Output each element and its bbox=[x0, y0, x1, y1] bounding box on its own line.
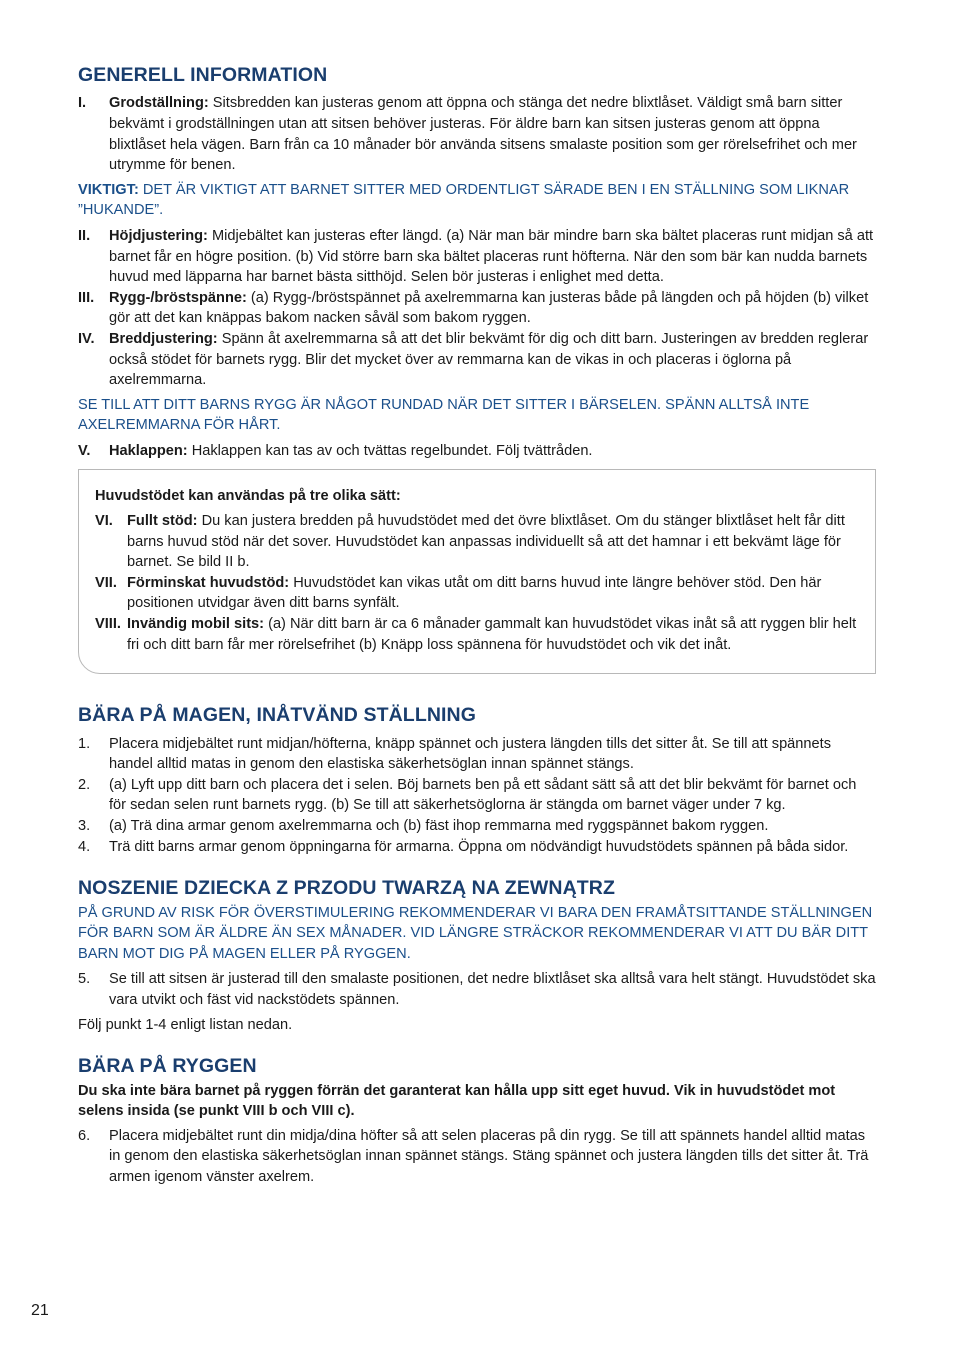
list-item-haklappen bbox=[78, 441, 876, 462]
item-label: Haklappen: bbox=[109, 442, 188, 459]
item-text: Spänn åt axelremmarna så att det blir bekvämt för dig och ditt barn. Justeringen av bredden reglerar också stödet för barnets rygg. Blir det mycket över av remmarna kan de vikas in och placeras i öglorna på axelremmarna. bbox=[109, 330, 869, 389]
warning-label: VIKTIGT: bbox=[78, 181, 139, 198]
item-text: Huvudstödet kan vikas utåt om ditt barns huvud inte längre behöver stöd. Den här positionen utvidgar även ditt barns synfält. bbox=[127, 574, 822, 612]
item-number: 1. bbox=[78, 735, 91, 752]
item-number: VIII. bbox=[95, 616, 121, 633]
item-text: Haklappen kan tas av och tvättas regelbundet. Följ tvättråden. bbox=[187, 442, 593, 459]
headrest-info-box bbox=[78, 469, 876, 674]
item-number: 3. bbox=[78, 818, 91, 834]
section-title-generell-information: GENERELL INFORMATION bbox=[78, 64, 328, 86]
item-number: 5. bbox=[78, 971, 91, 988]
box-title: Huvudstödet kan användas på tre olika sätt: bbox=[95, 488, 401, 505]
warning-rygg: SE TILL ATT DITT BARNS RYGG ÄR NÅGOT RUNDAD NÄR DET SITTER I BÄRSELEN. SPÄNN ALLTSÅ INTE AXELREMMARNA FÖR HÅRT. bbox=[78, 396, 810, 434]
item-label: Fullt stöd: bbox=[127, 513, 198, 530]
item-text: Se till att sitsen är justerad till den smalaste positionen, det nedre blixtlåset ska alltså vara helt stängt. Huvudstödet ska vara utvikt och fäst vid nackstödets spännen. bbox=[109, 971, 876, 1008]
list-item-grodstallning bbox=[78, 93, 876, 175]
page-content bbox=[78, 64, 876, 1188]
item-label: Grodställning: bbox=[109, 95, 209, 112]
list-item bbox=[78, 969, 876, 1010]
section-title-bara-pa-magen: BÄRA PÅ MAGEN, INÅTVÄND STÄLLNING bbox=[78, 704, 476, 727]
list-item-breddjustering bbox=[78, 329, 876, 391]
list-item bbox=[78, 775, 876, 816]
list-item-rygg-brostspanne bbox=[78, 288, 876, 329]
warning-viktigt bbox=[78, 180, 876, 221]
item-text: (a) Lyft upp ditt barn och placera det i selen. Böj barnets ben på ett sådant sätt så att det blir bekvämt för barnet och för sedan selen runt barnets rygg. (b) Se till att säkerhetsöglorna är stängda om barnet väger under 7 kg. bbox=[109, 776, 857, 814]
list-item-fullt-stod bbox=[95, 511, 860, 573]
item-text: Trä ditt barns armar genom öppningarna för armarna. Öppna om nödvändigt huvudstödets spännen på båda sidor. bbox=[109, 838, 849, 855]
item-number: II. bbox=[78, 227, 91, 244]
item-text: Placera midjebältet runt midjan/höfterna, knäpp spännet och justera längden tills det sitter åt. Se till att spännets handel alltid matas in genom den elastiska säkerhetsöglan innan spännet stängs. bbox=[109, 735, 831, 773]
warning-text: DET ÄR VIKTIGT ATT BARNET SITTER MED ORDENTLIGT SÄRADE BEN I EN STÄLLNING SOM LIKNAR ”HUKANDE”. bbox=[78, 181, 850, 219]
item-number: VI. bbox=[95, 513, 113, 530]
section-title-bara-pa-ryggen: BÄRA PÅ RYGGEN bbox=[78, 1055, 257, 1078]
note-text: Följ punkt 1-4 enligt listan nedan. bbox=[78, 1016, 293, 1033]
item-number: I. bbox=[78, 95, 87, 112]
item-number: 2. bbox=[78, 776, 91, 793]
list-item bbox=[78, 837, 876, 858]
list-item bbox=[78, 816, 876, 837]
list-item bbox=[78, 734, 876, 775]
item-text: (a) Trä dina armar genom axelremmarna och (b) fäst ihop remmarna med ryggspännet bakom ryggen. bbox=[109, 818, 769, 834]
list-item-invandig-mobil-sits bbox=[95, 614, 860, 655]
item-text: Du kan justera bredden på huvudstödet med det övre blixtlåset. Om du stänger blixtlåset helt får ditt barns huvud stöd när det sover. Huvudstödet kan anpassas individuellt så att det hamnar i ett bekvämt läge för barnet. Se bild II b. bbox=[127, 513, 845, 571]
item-label: Förminskat huvudstöd: bbox=[127, 574, 290, 591]
item-text: Midjebältet kan justeras efter längd. (a) När man bär mindre barn ska bältet placeras runt midjan så att barnet får en högre position. (b) Vid större barn ska bältet placeras runt höfterna. När den som bär kan nudda barnets huvud med läpparna har barnet bästa sitthöjd. Selen bör justeras i enlighet med detta. bbox=[109, 227, 874, 286]
item-label: Rygg-/bröstspänne: bbox=[109, 289, 247, 306]
item-number: 4. bbox=[78, 838, 91, 855]
item-text: Sitsbredden kan justeras genom att öppna och stänga det nedre blixtlåset. Väldigt små barn sitter bekvämt i grodställningen utan att sitsen behöver justeras. För äldre barn kan sitsen justeras genom att öppna blixtlåset hela vägen. Barn från ca 10 månader bör använda sitsens smalaste position som ger rörelsefrihet och mer utrymme för benen. bbox=[109, 95, 857, 174]
item-label: Höjdjustering: bbox=[109, 227, 208, 244]
item-number: VII. bbox=[95, 574, 117, 591]
item-number: IV. bbox=[78, 330, 95, 347]
item-label: Invändig mobil sits: bbox=[127, 616, 265, 633]
section-title-noszenie: NOSZENIE DZIECKA Z PRZODU TWARZĄ NA ZEWNĄTRZ bbox=[78, 877, 616, 900]
warning-overstimulering: PÅ GRUND AV RISK FÖR ÖVERSTIMULERING REKOMMENDERAR VI BARA DEN FRAMÅTSITTANDE STÄLLNINGEN FÖR BARN SOM ÄR ÄLDRE ÄN SEX MÅNADER. VID LÄNGRE STRÄCKOR REKOMMENDERAR VI ATT DU BÄR DITT BARN MOT DIG PÅ MAGEN ELLER PÅ RYGGEN. bbox=[78, 904, 873, 962]
list-item-forminskat-huvudstod bbox=[95, 573, 860, 614]
item-text: Placera midjebältet runt din midja/dina höfter så att selen placeras på din rygg. Se till att spännets handel alltid matas in genom den elastiska säkerhetsöglan innan spännet stängs. Stäng spännet och justera längden tills det sitter åt. Trä armen igenom vänster axelrem. bbox=[109, 1127, 869, 1185]
item-text: (a) När ditt barn är ca 6 månader gammalt kan huvudstödet vikas inåt så att ryggen blir helt fri och ditt barn får mer rörelsefrihet (b) Knäpp loss spännena för huvudstödet och vik det inåt. bbox=[127, 616, 857, 653]
item-number: V. bbox=[78, 442, 91, 459]
item-text: (a) Rygg-/bröstspännet på axelremmarna kan justeras både på längden och på höjden (b) vilket gör att det kan knäppas bakom nacken såväl som bakom ryggen. bbox=[109, 289, 869, 327]
list-item bbox=[78, 1126, 876, 1188]
page-number: 21 bbox=[31, 1302, 49, 1319]
item-number: III. bbox=[78, 289, 95, 306]
bold-paragraph: Du ska inte bära barnet på ryggen förrän det garanterat kan hålla upp sitt eget huvud. Vik in huvudstödet mot selens insida (se punkt VIII b och VIII c). bbox=[78, 1082, 836, 1120]
list-item-hojdjustering bbox=[78, 226, 876, 288]
item-label: Breddjustering: bbox=[109, 330, 218, 347]
item-number: 6. bbox=[78, 1127, 91, 1144]
